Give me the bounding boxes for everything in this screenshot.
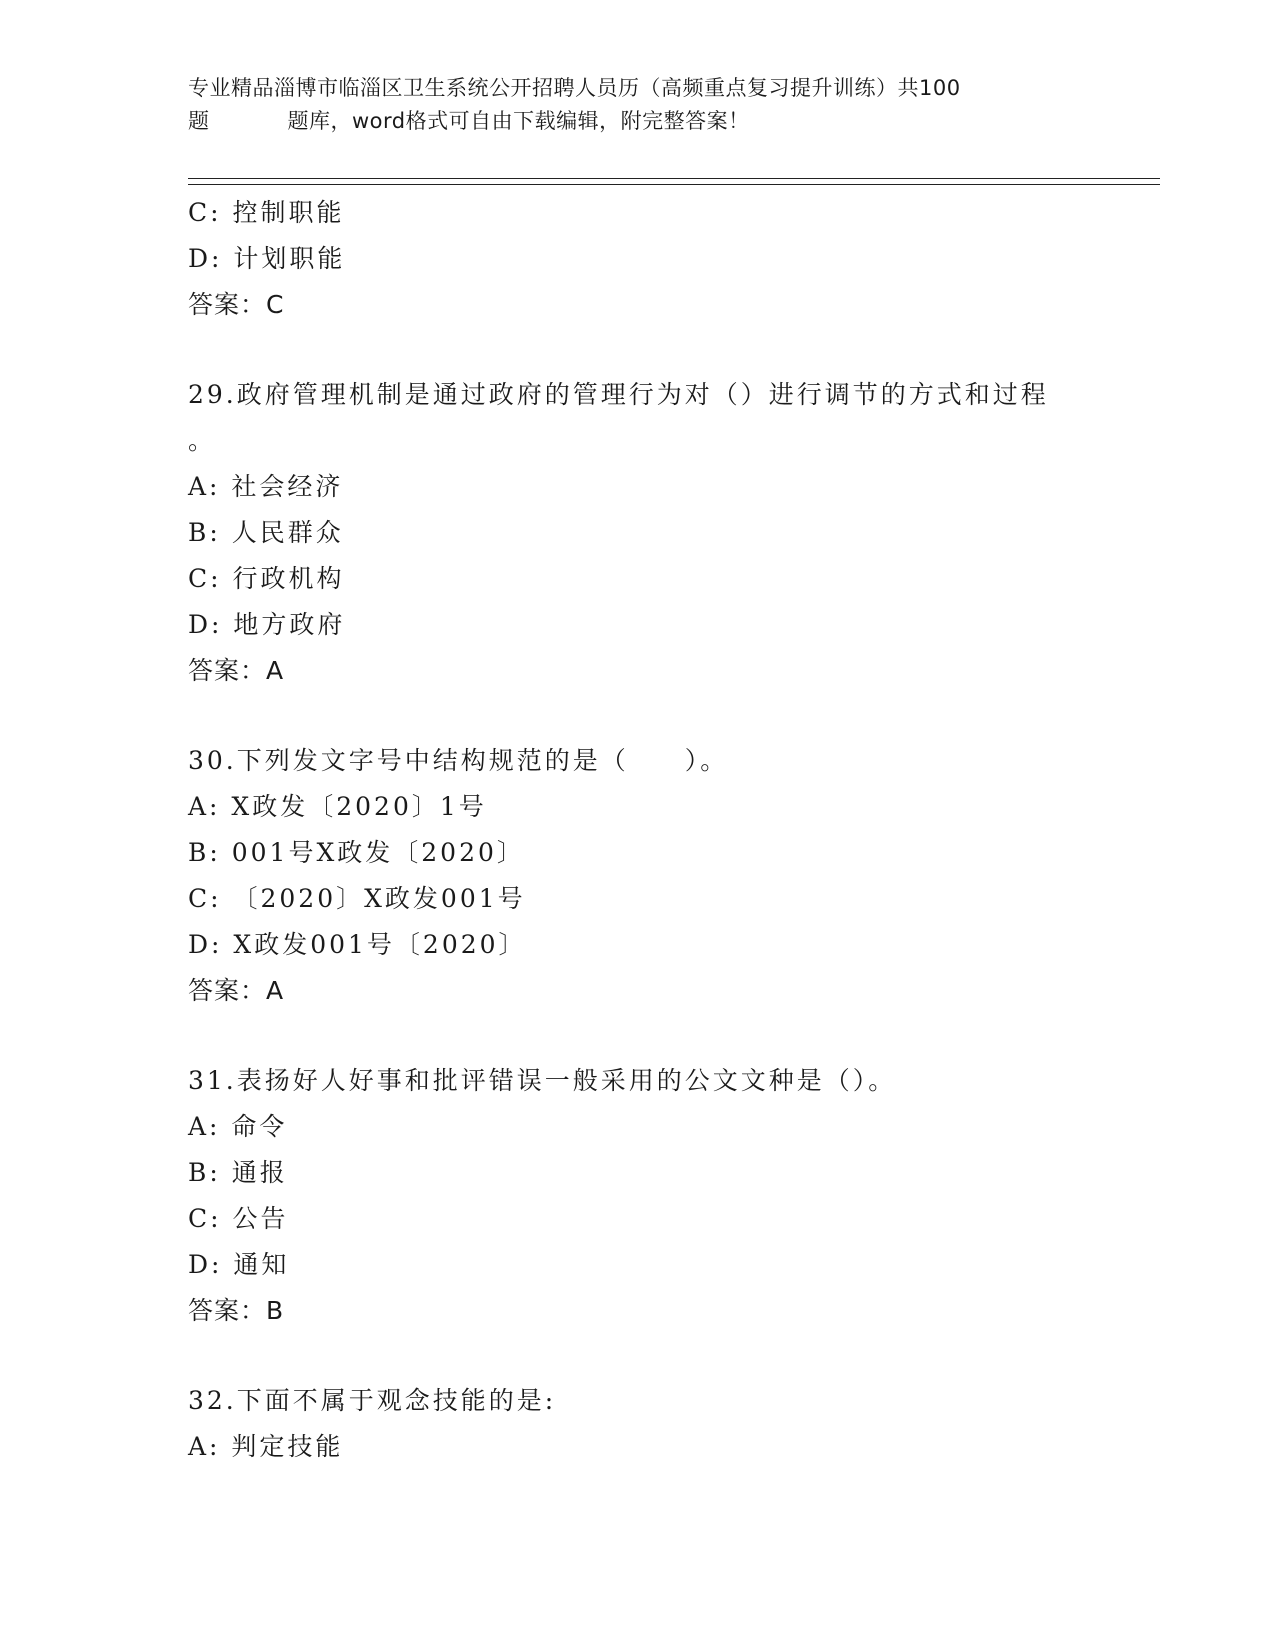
q31-answer: 答案：B [188,1296,285,1325]
prev-option-c: C: 控制职能 [188,198,345,227]
q30-option-a: A: X政发〔2020〕1号 [188,792,487,821]
header-line-2 [188,105,1088,138]
q29-text: 29.政府管理机制是通过政府的管理行为对（）进行调节的方式和过程 [188,380,1049,409]
q29-option-b: B: 人民群众 [188,518,344,547]
header-line-2-rest: 题库，word格式可自由下载编辑，附完整答案！ [287,109,750,133]
q29-option-d: D: 地方政府 [188,610,346,639]
header-divider-bottom [188,184,1160,185]
q31-option-a: A: 命令 [188,1112,288,1141]
header-line-2-start: 题 [188,109,210,133]
q31-option-b: B: 通报 [188,1158,288,1187]
document-header [188,72,1088,138]
q29-option-c: C: 行政机构 [188,564,345,593]
q30-option-b: B: 001号X政发〔2020〕 [188,838,525,867]
question-list [188,190,1088,1470]
header-divider-top [188,178,1160,179]
q29-answer: 答案：A [188,656,285,685]
q30-text: 30.下列发文字号中结构规范的是（ ）。 [188,746,729,775]
q31-text: 31.表扬好人好事和批评错误一般采用的公文文种是（）。 [188,1066,897,1095]
q30-option-c: C: 〔2020〕X政发001号 [188,884,526,913]
prev-answer: 答案：C [188,290,285,319]
q31-option-c: C: 公告 [188,1204,289,1233]
q31-option-d: D: 通知 [188,1250,290,1279]
q32-option-a: A: 判定技能 [188,1432,344,1461]
q29-text-cont: 。 [188,426,217,455]
q29-option-a: A: 社会经济 [188,472,344,501]
header-line-1: 专业精品淄博市临淄区卫生系统公开招聘人员历（高频重点复习提升训练）共100 [188,76,961,100]
prev-option-d: D: 计划职能 [188,244,346,273]
q30-option-d: D: X政发001号〔2020〕 [188,930,527,959]
q32-text: 32.下面不属于观念技能的是: [188,1386,557,1415]
q30-answer: 答案：A [188,976,285,1005]
